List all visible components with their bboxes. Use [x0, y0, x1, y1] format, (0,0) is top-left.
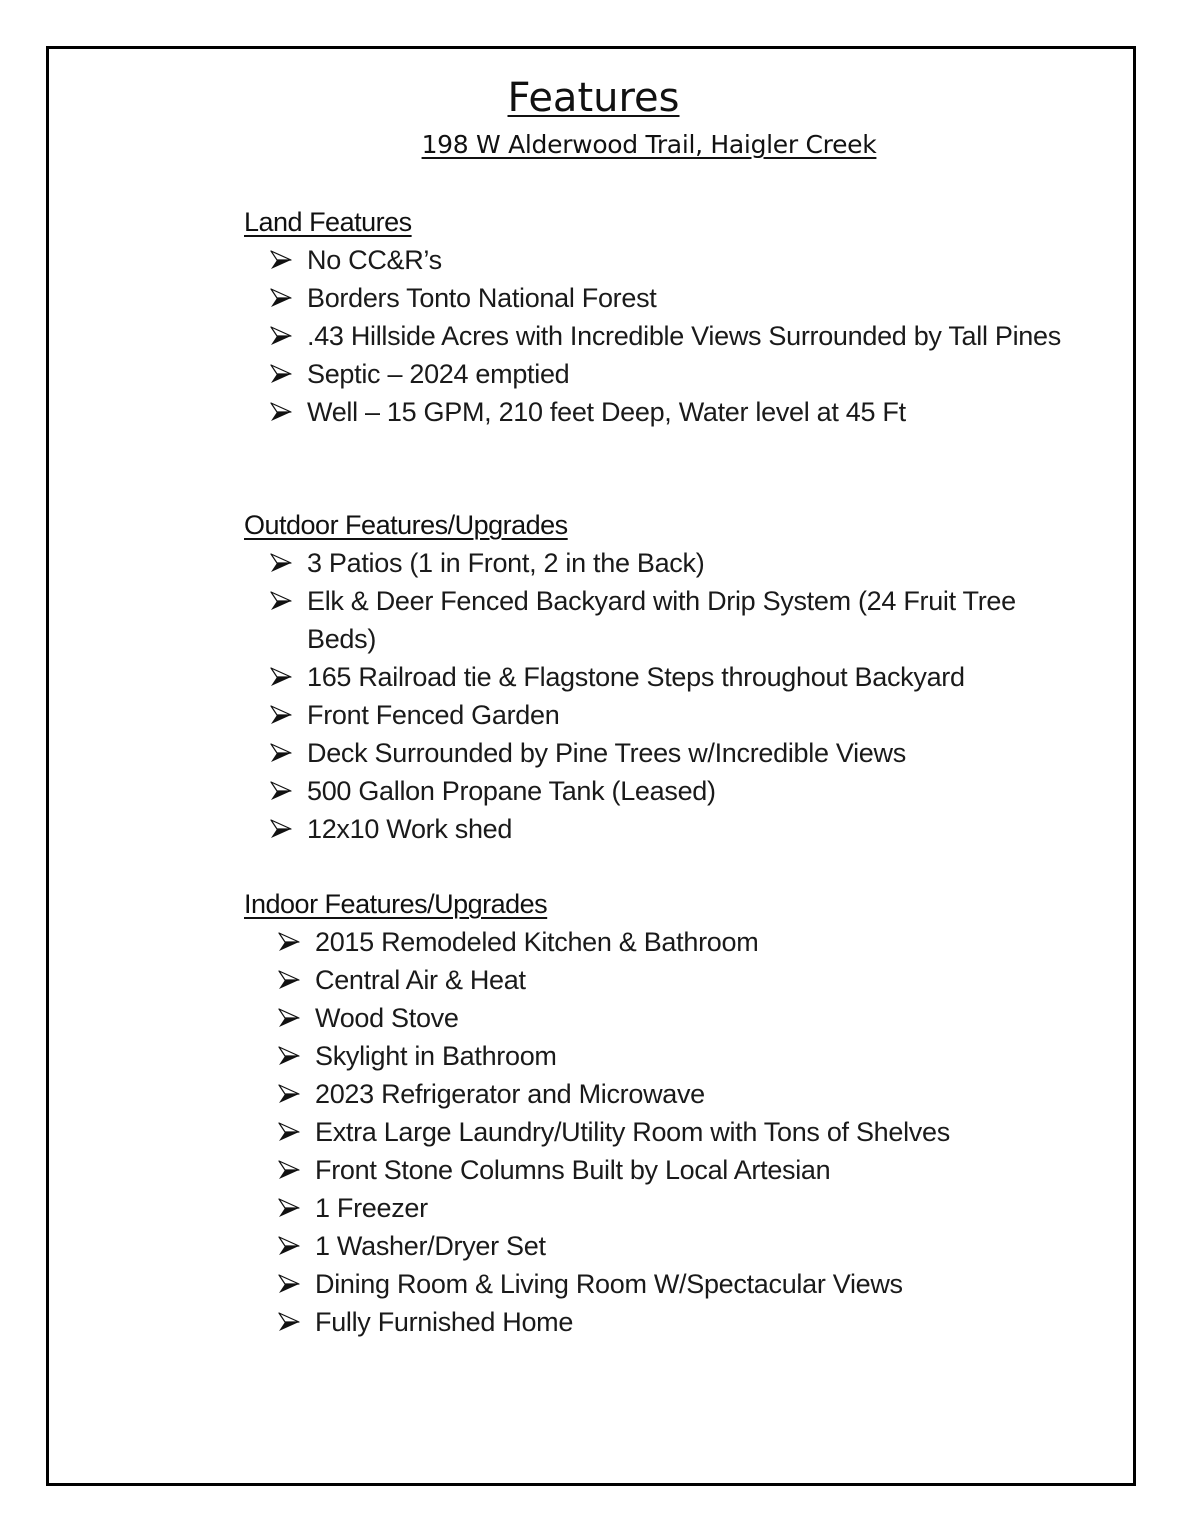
- list-item: [270, 544, 1070, 582]
- indoor-features-list: [278, 923, 1078, 1341]
- list-item: [278, 1037, 1078, 1075]
- arrowhead-bullet-icon: [278, 1075, 300, 1113]
- list-item-text: 3 Patios (1 in Front, 2 in the Back): [307, 548, 705, 578]
- list-item-text: Fully Furnished Home: [315, 1307, 574, 1337]
- list-item-text: Front Fenced Garden: [307, 700, 560, 730]
- list-item-text: 1 Freezer: [315, 1193, 428, 1223]
- arrowhead-bullet-icon: [278, 999, 300, 1037]
- list-item: [278, 1151, 1078, 1189]
- list-item: [270, 279, 1070, 317]
- list-item: [270, 772, 1070, 810]
- list-item-text: 2015 Remodeled Kitchen & Bathroom: [315, 927, 759, 957]
- list-item: [270, 317, 1070, 355]
- arrowhead-bullet-icon: [270, 317, 292, 355]
- list-item: [278, 1265, 1078, 1303]
- list-item: [270, 734, 1070, 772]
- list-item-text: Wood Stove: [315, 1003, 459, 1033]
- list-item: [278, 1189, 1078, 1227]
- list-item: [278, 1303, 1078, 1341]
- list-item-text: Front Stone Columns Built by Local Artesian: [315, 1155, 831, 1185]
- arrowhead-bullet-icon: [270, 658, 292, 696]
- list-item-text: Central Air & Heat: [315, 965, 526, 995]
- page-title: Features: [507, 75, 680, 121]
- arrowhead-bullet-icon: [270, 582, 292, 620]
- arrowhead-bullet-icon: [278, 923, 300, 961]
- arrowhead-bullet-icon: [270, 810, 292, 848]
- arrowhead-bullet-icon: [270, 241, 292, 279]
- list-item-text: Extra Large Laundry/Utility Room with Tons of Shelves: [315, 1117, 950, 1147]
- list-item-text: .43 Hillside Acres with Incredible Views Surrounded by Tall Pines: [307, 321, 1061, 351]
- list-item: [270, 658, 1070, 696]
- land-features-list: [270, 241, 1070, 431]
- property-address: 198 W Alderwood Trail, Haigler Creek: [421, 130, 877, 159]
- arrowhead-bullet-icon: [270, 734, 292, 772]
- arrowhead-bullet-icon: [270, 279, 292, 317]
- outdoor-features-heading: Outdoor Features/Upgrades: [244, 510, 568, 540]
- list-item-text: 2023 Refrigerator and Microwave: [315, 1079, 705, 1109]
- arrowhead-bullet-icon: [278, 961, 300, 999]
- list-item-text: 12x10 Work shed: [307, 814, 513, 844]
- arrowhead-bullet-icon: [278, 1265, 300, 1303]
- list-item: [278, 999, 1078, 1037]
- arrowhead-bullet-icon: [270, 772, 292, 810]
- list-item: [278, 1227, 1078, 1265]
- list-item-text: Dining Room & Living Room W/Spectacular Views: [315, 1269, 903, 1299]
- list-item-text: 500 Gallon Propane Tank (Leased): [307, 776, 716, 806]
- list-item: [278, 1113, 1078, 1151]
- list-item: [270, 241, 1070, 279]
- list-item-text: Deck Surrounded by Pine Trees w/Incredible Views: [307, 738, 906, 768]
- list-item: [270, 810, 1070, 848]
- list-item: [278, 1075, 1078, 1113]
- list-item: [270, 582, 1070, 658]
- list-item-text: Elk & Deer Fenced Backyard with Drip System (24 Fruit Tree Beds): [307, 586, 1016, 654]
- list-item: [278, 961, 1078, 999]
- arrowhead-bullet-icon: [270, 696, 292, 734]
- list-item: [278, 923, 1078, 961]
- list-item-text: No CC&R’s: [307, 245, 442, 275]
- list-item-text: Septic – 2024 emptied: [307, 359, 570, 389]
- list-item: [270, 393, 1070, 431]
- list-item-text: 1 Washer/Dryer Set: [315, 1231, 546, 1261]
- indoor-features-heading: Indoor Features/Upgrades: [244, 889, 548, 919]
- arrowhead-bullet-icon: [278, 1189, 300, 1227]
- arrowhead-bullet-icon: [270, 393, 292, 431]
- list-item: [270, 696, 1070, 734]
- list-item-text: 165 Railroad tie & Flagstone Steps throughout Backyard: [307, 662, 965, 692]
- list-item-text: Skylight in Bathroom: [315, 1041, 557, 1071]
- land-features-heading: Land Features: [244, 207, 412, 237]
- outdoor-features-list: [270, 544, 1070, 848]
- list-item-text: Well – 15 GPM, 210 feet Deep, Water level at 45 Ft: [307, 397, 906, 427]
- list-item: [270, 355, 1070, 393]
- list-item-text: Borders Tonto National Forest: [307, 283, 657, 313]
- arrowhead-bullet-icon: [278, 1227, 300, 1265]
- arrowhead-bullet-icon: [270, 544, 292, 582]
- arrowhead-bullet-icon: [270, 355, 292, 393]
- arrowhead-bullet-icon: [278, 1303, 300, 1341]
- arrowhead-bullet-icon: [278, 1113, 300, 1151]
- arrowhead-bullet-icon: [278, 1151, 300, 1189]
- arrowhead-bullet-icon: [278, 1037, 300, 1075]
